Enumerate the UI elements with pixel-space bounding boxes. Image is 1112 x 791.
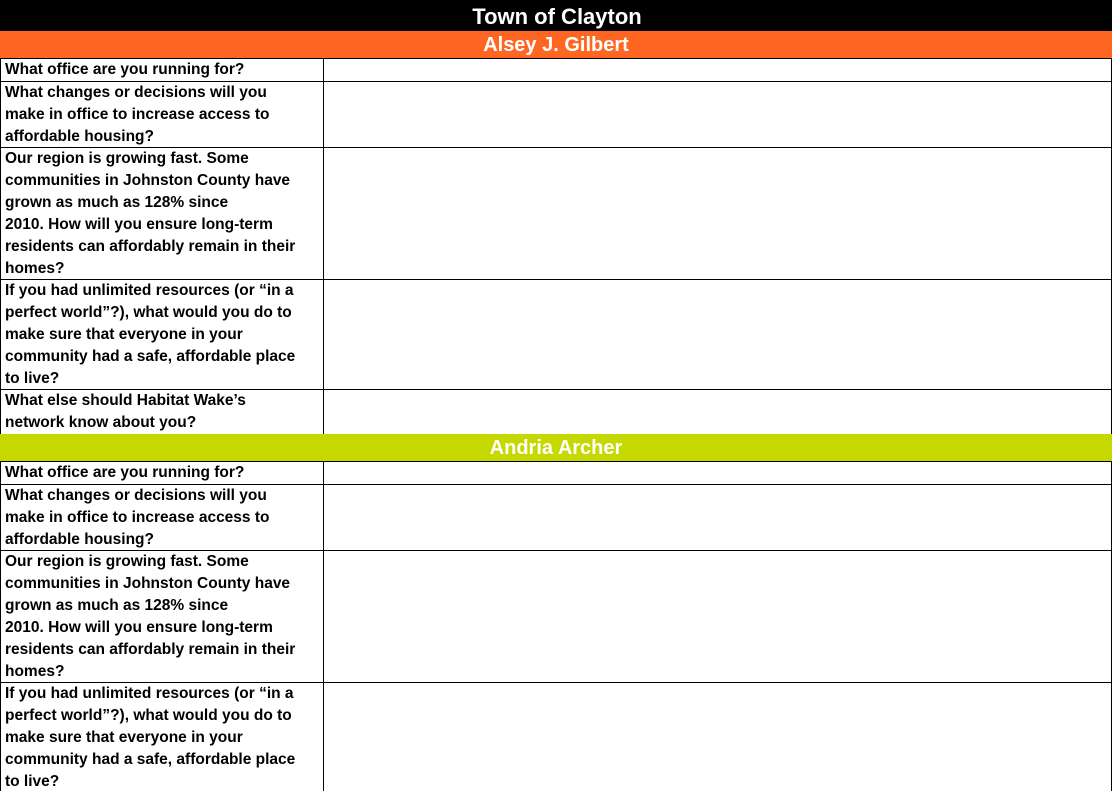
question-cell: Our region is growing fast. Some communities in Johnston County have grown as much as 128% since 2010. How will you ensure long-term residents can affordably remain in their homes? (0, 551, 324, 682)
answer-cell[interactable] (324, 462, 1112, 484)
answer-cell[interactable] (324, 82, 1112, 147)
sheet-title-row (0, 0, 1112, 31)
question-row-housing-access (0, 82, 1112, 148)
question-row-about-you (0, 390, 1112, 434)
sheet-title: Town of Clayton (472, 4, 642, 29)
question-cell: Our region is growing fast. Some communities in Johnston County have grown as much as 128% since 2010. How will you ensure long-term residents can affordably remain in their homes? (0, 148, 324, 279)
question-cell: If you had unlimited resources (or “in a perfect world”?), what would you do to make sure that everyone in your community had a safe, affordable place to live? (0, 683, 324, 791)
question-cell: What office are you running for? (0, 59, 324, 81)
answer-cell[interactable] (324, 485, 1112, 550)
answer-cell[interactable] (324, 148, 1112, 279)
question-row-office (0, 462, 1112, 485)
answer-cell[interactable] (324, 683, 1112, 791)
answer-cell[interactable] (324, 59, 1112, 81)
question-row-growth (0, 148, 1112, 280)
question-cell: What changes or decisions will you make in office to increase access to affordable housing? (0, 82, 324, 147)
answer-cell[interactable] (324, 390, 1112, 434)
question-row-office (0, 59, 1112, 82)
question-cell: What changes or decisions will you make in office to increase access to affordable housing? (0, 485, 324, 550)
question-cell: What else should Habitat Wake’s network know about you? (0, 390, 324, 434)
candidate-header-andria-archer (0, 434, 1112, 462)
candidate-name: Alsey J. Gilbert (483, 34, 629, 56)
question-row-housing-access (0, 485, 1112, 551)
question-row-growth (0, 551, 1112, 683)
question-cell: What office are you running for? (0, 462, 324, 484)
candidate-name: Andria Archer (489, 437, 623, 459)
question-cell: If you had unlimited resources (or “in a perfect world”?), what would you do to make sure that everyone in your community had a safe, affordable place to live? (0, 280, 324, 389)
answer-cell[interactable] (324, 280, 1112, 389)
question-row-unlimited-resources (0, 683, 1112, 791)
candidate-header-alsey-gilbert (0, 31, 1112, 59)
question-row-unlimited-resources (0, 280, 1112, 390)
answer-cell[interactable] (324, 551, 1112, 682)
